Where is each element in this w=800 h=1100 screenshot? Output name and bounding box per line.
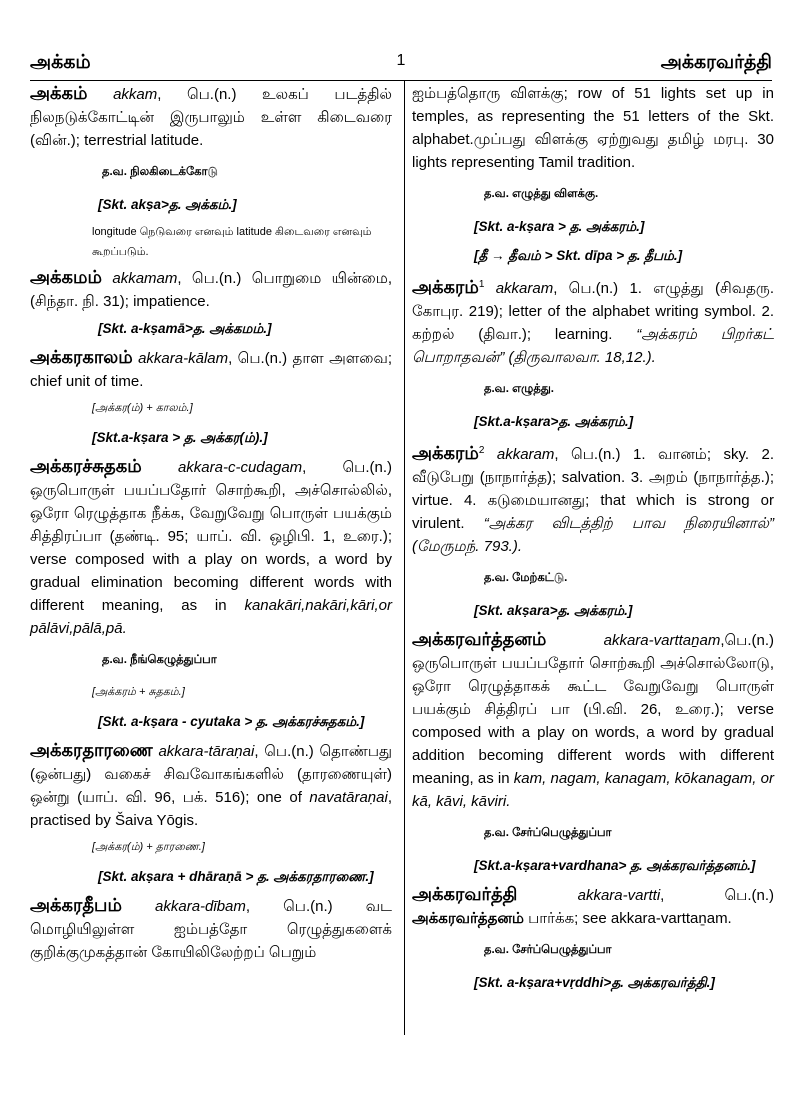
transliteration: akkara-vartti [577, 887, 661, 904]
headword: அக்கரம் [412, 443, 479, 463]
headword: அக்கரகாலம் [30, 347, 133, 367]
page-number: 1 [396, 52, 406, 69]
left-guide-word: அக்கம் [30, 52, 91, 73]
dictionary-entry [30, 266, 392, 313]
dictionary-entry [30, 739, 392, 832]
left-column [30, 82, 392, 966]
dictionary-entry [412, 883, 774, 930]
entry-continuation: ஐம்பத்தொரு விளக்கு; row of 51 lights set up in temples, as representing the 51 letters of the Skt. alphabet.முப்பது விளக்கு ஏற்றுவது தமிழ் மரபு. 30 lights representing Tamil tradition. [412, 85, 774, 171]
definition: , பெ.(n.) பொறுமை யின்மை, (சிந்தா. நி. 31); impatience. [30, 270, 392, 310]
etymology: [Skt.a-kṣara>த. அக்கரம்.] [474, 414, 634, 429]
etymology: [Skt. akṣara>த. அக்கரம்.] [474, 603, 633, 618]
dictionary-entry [30, 346, 392, 393]
etymology: [Skt. a-kṣara - cyutaka > த. அக்கரச்சுதகம்.] [98, 714, 365, 729]
definition: ,பெ.(n.) ஒருபொருள் பயப்பதோர் சொற்கூறி அச்சொல்லோடு, ஒரோ ரெழுத்தாகக் கூட்ட வேறுவேறு பொருள் பயக்கும் சித்திரப் பா (பி.வி. 26, உரை.); verse composed with a play on words, a word by gradual addition becoming different words with different meaning, as in [412, 632, 774, 787]
headword: அக்கரவர்த்தி [412, 884, 518, 904]
headword: அக்கரதீபம் [30, 895, 122, 915]
definition: , பெ.(n.) தொண்பது (ஒன்பது) வகைச் சிவவோகங்களில் (தாரணையுள்) ஒன்று (யாப். வி. 96, பக். 516); one of [30, 743, 392, 806]
compound-note: [அக்கர(ம்) + காலம்.] [92, 402, 193, 414]
transliteration: akkara-tāraṇai [158, 743, 255, 760]
dictionary-entry [30, 894, 392, 964]
example-words: navatāraṇai [309, 789, 388, 806]
etymology: [Skt. akṣara + dhāraṇā > த. அக்கரதாரணை.] [98, 869, 374, 884]
tamil-equivalent: த.வ. எழுத்து விளக்கு. [484, 188, 599, 200]
example-words: kam, nagam, kanagam, kōkanagam, or kā, kāvi, kāviri. [412, 770, 774, 810]
definition: , பெ.(n.) [660, 887, 775, 904]
tamil-equivalent: த.வ. மேற்கட்டு. [484, 572, 568, 584]
transliteration: akkam [113, 86, 158, 103]
definition-cont: , practised by Šaiva Yōgis. [30, 789, 392, 829]
dictionary-entry [412, 628, 774, 813]
headword: அக்கம் [30, 83, 88, 103]
transliteration: akkamam [112, 270, 178, 287]
dictionary-entry [30, 82, 392, 152]
definition: , பெ.(n.) ஒருபொருள் பயப்பதோர் சொற்கூறி, அச்சொல்லில், ஒரோ ரெழுத்தாக நீக்க, வேறுவேறு பொருள் பயக்கும் சித்திரப்பா (தண்டி. 95; யாப். வி. ஒழிபி. 1, உரை.); verse composed with a play on words, a word by gradual elimination becoming different words with different meaning, as in [30, 459, 392, 614]
definition: , பெ.(n.) வட மொழியிலுள்ள ஐம்பத்தோ ரெழுத்துகளைக் குறிக்குமுகத்தான் கோயிலிலேற்றப் பெறும் [30, 898, 392, 961]
tamil-equivalent: த.வ. நிலகிடைக்கோடு [102, 166, 218, 178]
definition: , பெ.(n.) உலகப் படத்தில் நிலநடுக்கோட்டின் இருபாலும் உள்ள கிடைவரை (வின்.); terrestrial latitude. [30, 86, 392, 149]
headword: அக்கரம் [412, 277, 479, 297]
compound-note: [அக்கர(ம்) + தாரணை.] [92, 841, 205, 853]
transliteration: akkara-c-cudagam [177, 459, 303, 476]
etymology: [Skt. akṣa>த. அக்கம்.] [98, 197, 237, 212]
transliteration: akkaram [495, 280, 554, 297]
dictionary-entry [30, 455, 392, 640]
transliteration: akkara-varttaṉam [603, 632, 721, 649]
definition: , பெ.(n.) 1. எழுத்து (சிவதரு. கோபுர. 219); letter of the alphabet writing symbol. 2. கற்றல் (திவா.); learning. [412, 280, 774, 343]
definition: , பெ.(n.) 1. வானம்; sky. 2. வீடுபேறு (நாநார்த்த); salvation. 3. அறம் (நாநார்த்த.); virtue. 4. கடுமையானது; that which is strong or virulent. [412, 446, 775, 532]
homonym-number: 2 [478, 445, 485, 456]
transliteration: akkara-dībam [155, 898, 246, 915]
etymology: [Skt. a-kṣara+vṛddhi>த. அக்கரவர்த்தி.] [474, 975, 715, 990]
dictionary-entry [412, 439, 774, 558]
right-guide-word: அக்கரவர்த்தி [660, 52, 772, 73]
example-words: kanakāri,nakāri,kāri,or pālāvi,pālā,pā. [30, 597, 392, 637]
etymology: [Skt. a-kṣamā>த. அக்கமம்.] [98, 321, 272, 336]
quotation: “அக்கரம் பிறர்கட் பொறாதவன்” (திருவாலவா. 18,12.). [412, 326, 774, 366]
tamil-equivalent: த.வ. எழுத்து. [484, 383, 554, 395]
quotation: “அக்கர விடத்திற் பாவ நிரையினால்” (மேருமந். 793.). [412, 515, 774, 555]
tamil-equivalent: த.வ. சேர்ப்பெழுத்துப்பா [484, 827, 612, 839]
transliteration: akkara-kālam [138, 350, 229, 367]
dictionary-entry [412, 273, 774, 369]
tamil-equivalent: த.வ. நீங்கெழுத்துப்பா [102, 654, 217, 666]
etymology: [Skt.a-kṣara > த. அக்கர(ம்).] [92, 430, 268, 445]
etymology: [தீ → தீவம் > Skt. dīpa > த. தீபம்.] [474, 248, 683, 263]
cross-reference: அக்கரவர்த்தனம் [412, 910, 524, 927]
tamil-equivalent: த.வ. சேர்ப்பெழுத்துப்பா [484, 944, 612, 956]
page-header [30, 52, 772, 80]
homonym-number: 1 [478, 279, 485, 290]
compound-note: [அக்கரம் + சுதகம்.] [92, 686, 185, 698]
definition-cont: பார்க்க; see akkara-varttaṉam. [523, 910, 732, 927]
headword: அக்கரச்சுதகம் [30, 456, 142, 476]
column-divider [404, 80, 405, 1035]
headword: அக்கரவர்த்தனம் [412, 629, 547, 649]
right-column [412, 82, 774, 1000]
etymology: [Skt. a-kṣara > த. அக்கரம்.] [474, 219, 645, 234]
etymology: [Skt.a-kṣara+vardhana> த. அக்கரவர்த்தனம்.] [474, 858, 756, 873]
headword: அக்கரதாரணை [30, 740, 153, 760]
headword: அக்கமம் [30, 267, 102, 287]
header-rule [30, 80, 772, 81]
transliteration: akkaram [496, 446, 555, 463]
usage-note: longitude நெடுவரை எனவும் latitude கிடைவரை எனவும் கூறப்படும். [92, 226, 372, 258]
definition: , பெ.(n.) தாள அளவை; chief unit of time. [30, 350, 392, 390]
